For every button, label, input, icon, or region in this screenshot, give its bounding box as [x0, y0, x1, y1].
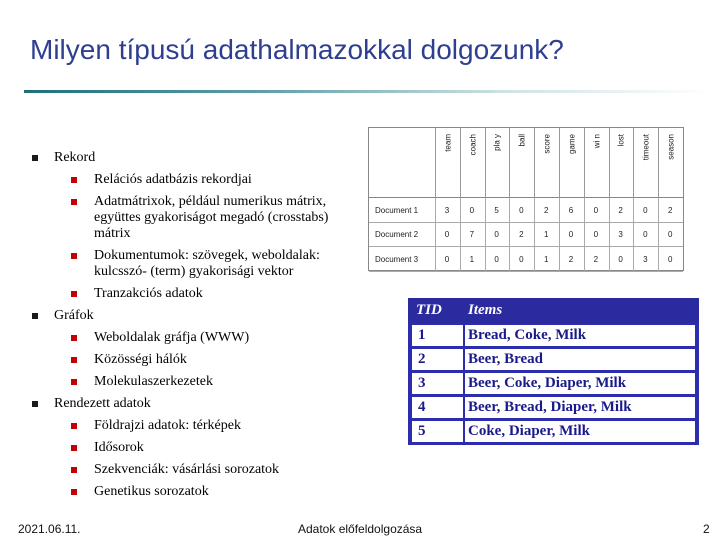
- bullet-level2: Adatmátrixok, például numerikus mátrix,: [94, 194, 327, 209]
- matrix-cell: 3: [444, 206, 450, 215]
- matrix-cell: 0: [519, 206, 524, 215]
- matrix-cell: 0: [469, 206, 475, 215]
- transaction-items: Bread, Coke, Milk: [465, 325, 695, 346]
- matrix-cell: 0: [444, 254, 450, 264]
- bullet-level2-continuation: kulcsszó- (term) gyakorisági vektor: [94, 264, 294, 279]
- transaction-id: 5: [412, 421, 463, 442]
- matrix-cell: 0: [494, 254, 499, 264]
- matrix-cell: 1: [543, 254, 549, 264]
- bullet-level1: Rekord: [54, 150, 96, 165]
- matrix-row-label: Document 2: [375, 230, 419, 240]
- matrix-column-header: [658, 128, 683, 198]
- bullet-level2: Szekvenciák: vásárlási sorozatok: [94, 462, 280, 477]
- sub-bullet-marker-icon: [71, 423, 77, 429]
- matrix-row: [369, 199, 683, 223]
- bullet-level2: Weboldalak gráfja (WWW): [94, 330, 250, 345]
- matrix-column-label: wi n: [592, 134, 602, 149]
- transaction-row: [408, 396, 699, 419]
- bullet-marker-icon: [32, 155, 38, 161]
- matrix-column-label: season: [666, 134, 676, 160]
- matrix-row: [369, 248, 683, 272]
- transaction-id: 4: [412, 397, 463, 418]
- bullet-marker-icon: [32, 401, 38, 407]
- matrix-column-label: team: [443, 134, 453, 152]
- page-number: 2: [703, 522, 710, 536]
- matrix-cell: 0: [643, 206, 648, 215]
- bullet-level2-continuation: együttes gyakoriságot megadó (crosstabs): [94, 210, 329, 225]
- matrix-column-header: [633, 128, 658, 198]
- matrix-cell: 5: [494, 206, 499, 215]
- matrix-cell: 0: [494, 230, 499, 240]
- matrix-column-header: [435, 128, 460, 198]
- matrix-row-label: Document 1: [375, 206, 419, 215]
- bullet-level2: Molekulaszerkezetek: [94, 374, 213, 389]
- footer-title: Adatok előfeldolgozása: [298, 522, 423, 536]
- matrix-column-header: [559, 128, 584, 198]
- matrix-cell: 0: [667, 254, 673, 264]
- sub-bullet-marker-icon: [71, 335, 77, 341]
- matrix-cell: 0: [519, 254, 524, 264]
- matrix-cell: 3: [618, 230, 623, 240]
- bullet-level2: Közösségi hálók: [94, 352, 187, 367]
- matrix-cell: 2: [667, 206, 673, 215]
- bullet-level2: Tranzakciós adatok: [94, 286, 203, 301]
- sub-bullet-marker-icon: [71, 199, 77, 205]
- matrix-column-header: [485, 128, 510, 198]
- matrix-column-label: lost: [616, 134, 626, 147]
- matrix-cell: 1: [543, 230, 549, 240]
- matrix-cell: 0: [618, 254, 623, 264]
- matrix-cell: 1: [469, 254, 475, 264]
- matrix-column-label: timeout: [641, 134, 651, 161]
- matrix-cell: 0: [667, 230, 673, 240]
- matrix-cell: 3: [643, 254, 648, 264]
- transaction-id: 3: [412, 373, 463, 394]
- sub-bullet-marker-icon: [71, 379, 77, 385]
- bullet-level2: Genetikus sorozatok: [94, 484, 209, 499]
- matrix-row-label: Document 3: [375, 254, 419, 264]
- matrix-cell: 0: [444, 230, 450, 240]
- matrix-cell: 0: [643, 230, 648, 240]
- bullet-level2: Idősorok: [94, 440, 144, 455]
- transaction-row: [408, 372, 699, 395]
- matrix-cell: 2: [593, 254, 599, 264]
- transaction-table-header: [408, 298, 699, 323]
- transaction-items: Beer, Coke, Diaper, Milk: [465, 373, 695, 394]
- matrix-cell: 0: [593, 230, 599, 240]
- sub-bullet-marker-icon: [71, 253, 77, 259]
- matrix-cell: 2: [618, 206, 623, 215]
- matrix-header: [369, 128, 683, 198]
- footer-date: 2021.06.11.: [18, 522, 81, 536]
- matrix-cell: 0: [568, 230, 574, 240]
- transaction-items: Beer, Bread: [465, 349, 695, 370]
- sub-bullet-marker-icon: [71, 489, 77, 495]
- bullet-level1: Gráfok: [54, 308, 94, 323]
- bullet-marker-icon: [32, 313, 38, 319]
- transaction-id: 1: [412, 325, 463, 346]
- sub-bullet-marker-icon: [71, 291, 77, 297]
- document-term-matrix: [368, 127, 684, 271]
- sub-bullet-marker-icon: [71, 445, 77, 451]
- matrix-cell: 2: [543, 206, 549, 215]
- matrix-cell: 0: [593, 206, 599, 215]
- items-header: Items: [468, 302, 503, 318]
- bullet-level1: Rendezett adatok: [54, 396, 151, 411]
- matrix-column-header: [534, 128, 559, 198]
- matrix-column-label: score: [542, 134, 552, 154]
- bullet-level2: Földrajzi adatok: térképek: [94, 418, 241, 433]
- transaction-items: Beer, Bread, Diaper, Milk: [465, 397, 695, 418]
- transaction-table: [408, 298, 699, 445]
- matrix-column-header: [509, 128, 534, 198]
- sub-bullet-marker-icon: [71, 467, 77, 473]
- transaction-row: [408, 420, 699, 443]
- matrix-column-header: [584, 128, 609, 198]
- matrix-column-label: game: [567, 134, 577, 155]
- matrix-cell: 2: [568, 254, 574, 264]
- sub-bullet-marker-icon: [71, 177, 77, 183]
- sub-bullet-marker-icon: [71, 357, 77, 363]
- transaction-items: Coke, Diaper, Milk: [465, 421, 695, 442]
- matrix-row: [369, 223, 683, 247]
- bullet-level2-continuation: mátrix: [94, 226, 131, 241]
- bullet-level2: Relációs adatbázis rekordjai: [94, 172, 252, 187]
- matrix-cell: 2: [519, 230, 524, 240]
- matrix-column-label: pla y: [492, 134, 502, 151]
- bullet-level2: Dokumentumok: szövegek, weboldalak:: [94, 248, 320, 263]
- matrix-cell: 7: [469, 230, 475, 240]
- matrix-column-header: [609, 128, 634, 198]
- tid-header: TID: [416, 302, 442, 318]
- transaction-id: 2: [412, 349, 463, 370]
- title-underline: [24, 90, 714, 93]
- matrix-column-label: ball: [517, 134, 527, 147]
- slide-title: Milyen típusú adathalmazokkal dolgozunk?: [30, 34, 564, 65]
- transaction-row: [408, 324, 699, 347]
- matrix-column-header: [460, 128, 485, 198]
- matrix-cell: 6: [568, 206, 574, 215]
- transaction-row: [408, 348, 699, 371]
- matrix-column-label: coach: [468, 134, 478, 156]
